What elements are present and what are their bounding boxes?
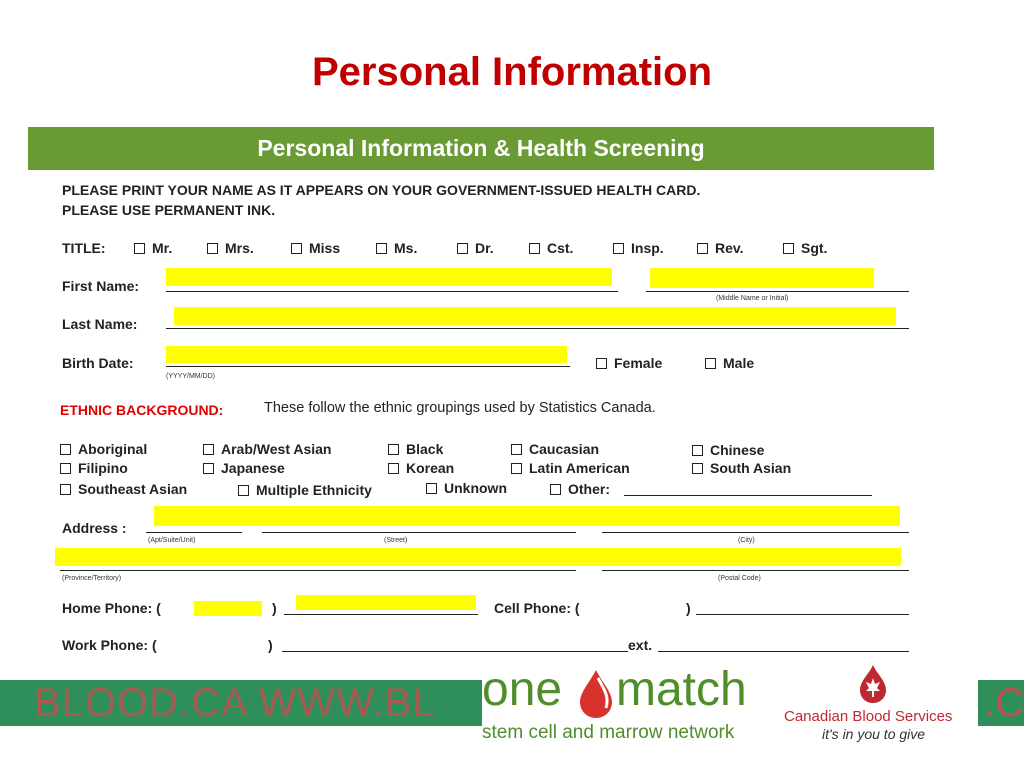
city-underline: [602, 532, 909, 533]
home-phone-area-code-field[interactable]: [194, 601, 262, 616]
street-hint: (Street): [384, 537, 408, 544]
checkbox[interactable]: [550, 484, 561, 495]
checkbox[interactable]: [60, 444, 71, 455]
ethnic-option-multiple-ethnicity[interactable]: Multiple Ethnicity: [238, 482, 372, 498]
ethnic-option-chinese[interactable]: Chinese: [692, 442, 764, 458]
ethnic-option-korean[interactable]: Korean: [388, 460, 454, 476]
title-label: TITLE:: [62, 240, 106, 256]
title-option-ms[interactable]: Ms.: [376, 240, 417, 256]
ethnic-option-black[interactable]: Black: [388, 441, 443, 457]
address-line-2-field[interactable]: [55, 548, 901, 566]
postal-code-hint: (Postal Code): [718, 575, 761, 582]
title-option-sgt[interactable]: Sgt.: [783, 240, 827, 256]
birth-date-label: Birth Date:: [62, 355, 134, 371]
work-phone-paren-close: ): [268, 637, 273, 653]
footer-ticker-right: .C: [978, 680, 1024, 726]
checkbox[interactable]: [692, 463, 703, 474]
work-phone-label: Work Phone: (: [62, 637, 157, 653]
ethnic-option-arab-west-asian[interactable]: Arab/West Asian: [203, 441, 331, 457]
middle-name-hint: (Middle Name or Initial): [716, 295, 789, 302]
ethnic-option-southeast-asian[interactable]: Southeast Asian: [60, 481, 187, 497]
sex-option-male[interactable]: Male: [705, 355, 754, 371]
onematch-logo-one: one: [482, 663, 563, 716]
title-option-mrs[interactable]: Mrs.: [207, 240, 254, 256]
checkbox[interactable]: [783, 243, 794, 254]
ethnic-background-label: ETHNIC BACKGROUND:: [60, 402, 224, 418]
first-name-field[interactable]: [166, 268, 612, 286]
home-phone-label: Home Phone: (: [62, 600, 161, 616]
apt-underline: [146, 532, 242, 533]
ethnic-option-other[interactable]: Other:: [550, 481, 610, 497]
first-name-underline: [166, 291, 618, 292]
checkbox[interactable]: [203, 463, 214, 474]
checkbox[interactable]: [60, 484, 71, 495]
middle-name-underline: [646, 291, 909, 292]
blood-drop-icon: [576, 668, 616, 720]
checkbox[interactable]: [238, 485, 249, 496]
apt-hint: (Apt/Suite/Unit): [148, 537, 196, 544]
work-phone-field[interactable]: [282, 651, 628, 652]
middle-name-field[interactable]: [650, 268, 874, 288]
ethnic-option-filipino[interactable]: Filipino: [60, 460, 128, 476]
postal-code-underline: [602, 570, 909, 571]
last-name-underline: [166, 328, 909, 329]
form-header-banner: Personal Information & Health Screening: [28, 127, 934, 170]
cell-phone-field[interactable]: [696, 614, 909, 615]
last-name-label: Last Name:: [62, 316, 138, 332]
canadian-blood-services-tagline: it's in you to give: [822, 726, 926, 742]
last-name-field[interactable]: [174, 307, 896, 325]
home-phone-underline: [284, 614, 478, 615]
province-underline: [60, 570, 576, 571]
checkbox[interactable]: [705, 358, 716, 369]
ethnic-option-aboriginal[interactable]: Aboriginal: [60, 441, 147, 457]
home-phone-paren-close: ): [272, 600, 277, 616]
ethnic-option-caucasian[interactable]: Caucasian: [511, 441, 599, 457]
home-phone-number-field[interactable]: [296, 595, 476, 610]
title-option-insp[interactable]: Insp.: [613, 240, 664, 256]
instruction-line-2: PLEASE USE PERMANENT INK.: [62, 202, 276, 218]
cell-phone-label: Cell Phone: (: [494, 600, 580, 616]
checkbox[interactable]: [457, 243, 468, 254]
checkbox[interactable]: [692, 445, 703, 456]
checkbox[interactable]: [613, 243, 624, 254]
checkbox[interactable]: [388, 444, 399, 455]
street-underline: [262, 532, 576, 533]
cell-phone-paren-close: ): [686, 600, 691, 616]
city-hint: (City): [738, 537, 755, 544]
onematch-logo-match: match: [616, 663, 747, 716]
footer-ticker-left: BLOOD.CA WWW.BL: [0, 680, 482, 726]
checkbox[interactable]: [203, 444, 214, 455]
checkbox[interactable]: [207, 243, 218, 254]
slide-title: Personal Information: [311, 50, 713, 94]
checkbox[interactable]: [529, 243, 540, 254]
title-option-rev[interactable]: Rev.: [697, 240, 744, 256]
checkbox[interactable]: [511, 463, 522, 474]
checkbox[interactable]: [511, 444, 522, 455]
ext-label: ext.: [628, 637, 653, 653]
checkbox[interactable]: [426, 483, 437, 494]
onematch-subtitle: stem cell and marrow network: [482, 722, 735, 743]
checkbox[interactable]: [134, 243, 145, 254]
address-label: Address :: [62, 520, 127, 536]
title-option-miss[interactable]: Miss: [291, 240, 340, 256]
checkbox[interactable]: [60, 463, 71, 474]
first-name-label: First Name:: [62, 278, 140, 294]
ext-field[interactable]: [658, 651, 909, 652]
ethnic-option-japanese[interactable]: Japanese: [203, 460, 285, 476]
checkbox[interactable]: [376, 243, 387, 254]
province-hint: (Province/Territory): [62, 575, 122, 582]
instruction-line-1: PLEASE PRINT YOUR NAME AS IT APPEARS ON YOUR GOVERNMENT-ISSUED HEALTH CARD.: [62, 182, 701, 198]
checkbox[interactable]: [596, 358, 607, 369]
birth-date-field[interactable]: [166, 346, 567, 363]
canadian-blood-services-drop-icon: [858, 664, 888, 704]
checkbox[interactable]: [697, 243, 708, 254]
ethnic-option-south-asian[interactable]: South Asian: [692, 460, 791, 476]
checkbox[interactable]: [388, 463, 399, 474]
other-ethnicity-field[interactable]: [624, 495, 872, 496]
canadian-blood-services-name: Canadian Blood Services: [784, 708, 953, 725]
sex-option-female[interactable]: Female: [596, 355, 662, 371]
birth-date-underline: [166, 366, 570, 367]
ethnic-option-unknown[interactable]: Unknown: [426, 480, 507, 496]
birth-date-hint: (YYYY/MM/DD): [166, 373, 215, 380]
title-option-cst[interactable]: Cst.: [529, 240, 573, 256]
address-line-1-field[interactable]: [154, 506, 900, 526]
title-option-mr[interactable]: Mr.: [134, 240, 172, 256]
checkbox[interactable]: [291, 243, 302, 254]
ethnic-option-latin-american[interactable]: Latin American: [511, 460, 630, 476]
title-option-dr[interactable]: Dr.: [457, 240, 494, 256]
ethnic-background-note: These follow the ethnic groupings used by Statistics Canada.: [264, 400, 656, 416]
